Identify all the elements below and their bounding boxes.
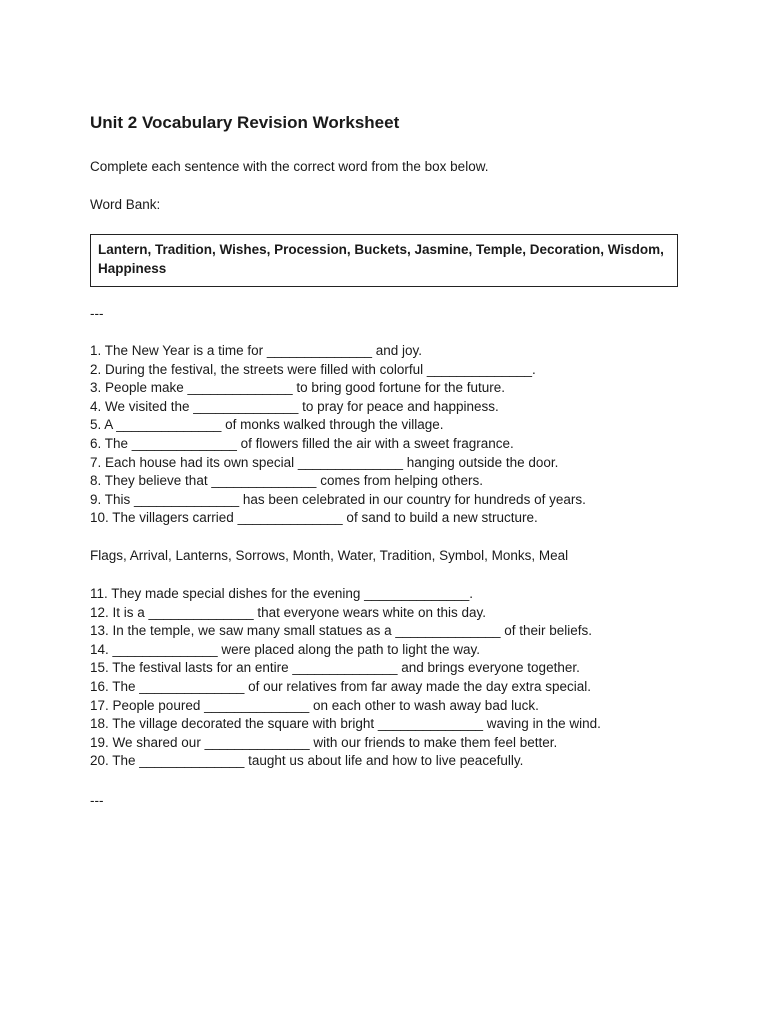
sentence-item: 3. People make ______________ to bring good fortune for the future. — [90, 380, 506, 396]
sentence-item: 4. We visited the ______________ to pray for peace and happiness. — [90, 398, 499, 414]
word-bank-2: Flags, Arrival, Lanterns, Sorrows, Month, Water, Tradition, Symbol, Monks, Meal — [90, 548, 569, 563]
separator: --- — [90, 793, 104, 808]
sentence-item: 5. A ______________ of monks walked through the village. — [90, 417, 444, 433]
sentence-item: 18. The village decorated the square with bright ______________ waving in the wind. — [90, 716, 601, 732]
separator: --- — [90, 306, 104, 321]
word-bank-box: Lantern, Tradition, Wishes, Procession, Buckets, Jasmine, Temple, Decoration, Wisdom, Happiness — [90, 234, 678, 287]
sentence-item: 11. They made special dishes for the evening ______________. — [90, 586, 474, 601]
sentence-item: 16. The ______________ of our relatives from far away made the day extra special. — [90, 678, 592, 694]
sentence-item: 10. The villagers carried ______________ of sand to build a new structure. — [90, 510, 538, 526]
sentence-item: 9. This ______________ has been celebrated in our country for hundreds of years. — [90, 491, 586, 507]
sentence-list-1 — [90, 342, 586, 528]
sentence-item: 13. In the temple, we saw many small statues as a ______________ of their beliefs. — [90, 623, 593, 639]
page-title: Unit 2 Vocabulary Revision Worksheet — [90, 113, 400, 132]
sentence-item: 7. Each house had its own special ______________ hanging outside the door. — [90, 454, 559, 470]
sentence-item: 8. They believe that ______________ comes from helping others. — [90, 473, 484, 489]
sentence-item: 12. It is a ______________ that everyone wears white on this day. — [90, 604, 487, 620]
sentence-item: 14. ______________ were placed along the path to light the way. — [90, 641, 481, 657]
word-bank-label: Word Bank: — [90, 197, 161, 212]
sentence-item: 15. The festival lasts for an entire ______________ and brings everyone together. — [90, 660, 580, 676]
instructions-text: Complete each sentence with the correct word from the box below. — [90, 159, 489, 174]
sentence-item: 20. The ______________ taught us about life and how to live peacefully. — [90, 753, 524, 769]
sentence-list-2 — [90, 585, 601, 771]
sentence-item: 2. During the festival, the streets were filled with colorful ______________. — [90, 361, 536, 377]
sentence-item: 19. We shared our ______________ with our friends to make them feel better. — [90, 734, 558, 750]
sentence-item: 1. The New Year is a time for ______________ and joy. — [90, 343, 422, 358]
sentence-item: 6. The ______________ of flowers filled the air with a sweet fragrance. — [90, 435, 514, 451]
sentence-item: 17. People poured ______________ on each other to wash away bad luck. — [90, 697, 539, 713]
